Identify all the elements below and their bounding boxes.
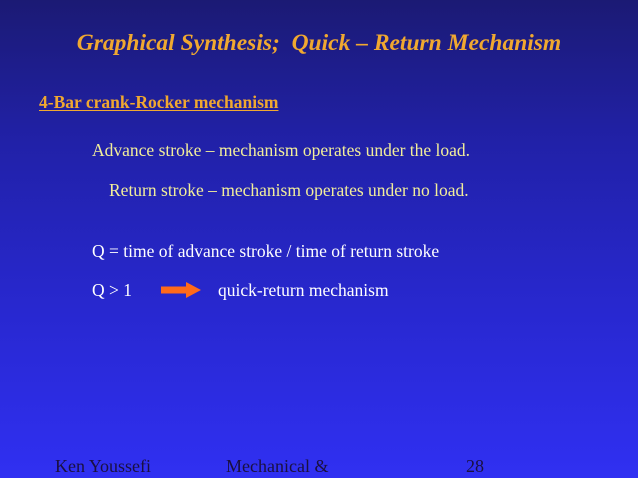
advance-stroke-text: Advance stroke – mechanism operates under the load. <box>92 140 471 160</box>
q-result-text: quick-return mechanism <box>218 280 389 300</box>
q-definition-text: Q = time of advance stroke / time of return stroke <box>92 241 440 261</box>
footer-page-number: 28 <box>466 456 484 476</box>
right-arrow-icon <box>161 282 201 298</box>
q-condition-text: Q > 1 <box>92 280 133 300</box>
footer-author: Ken Youssefi <box>55 456 152 476</box>
footer-department: Mechanical & <box>226 456 329 476</box>
slide-title: Graphical Synthesis; Quick – Return Mechanism <box>76 30 562 56</box>
slide-subtitle: 4-Bar crank-Rocker mechanism <box>39 92 279 112</box>
return-stroke-text: Return stroke – mechanism operates under no load. <box>109 180 469 200</box>
